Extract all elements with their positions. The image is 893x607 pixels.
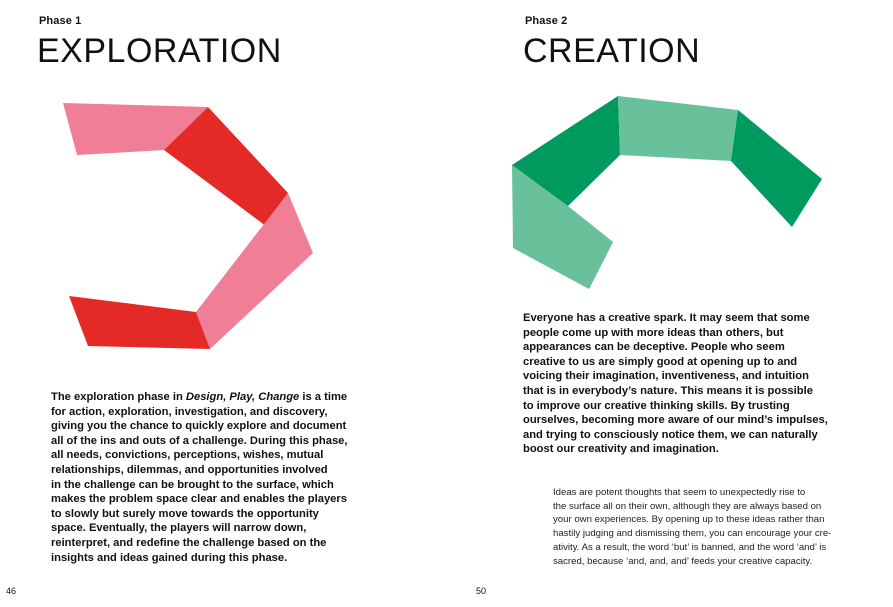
body-line: boost our creativity and imagination. bbox=[523, 443, 719, 456]
page-title: CREATION bbox=[523, 32, 701, 70]
page-number: 50 bbox=[476, 586, 487, 596]
shape-segment-3 bbox=[618, 96, 738, 161]
body-line: makes the problem space clear and enables the players bbox=[51, 493, 347, 506]
body-text bbox=[51, 390, 348, 565]
note-text bbox=[553, 486, 831, 568]
body-line: in the challenge can be brought to the surface, which bbox=[51, 478, 334, 491]
body-line: Everyone has a creative spark. It may seem that some bbox=[523, 312, 810, 324]
body-line: reinterpret, and redefine the challenge based on the bbox=[51, 536, 327, 549]
note-line: the surface all on their own, although they are always based on bbox=[553, 500, 822, 512]
phase-label: Phase 1 bbox=[39, 15, 82, 27]
exploration-shape bbox=[0, 0, 446, 370]
left-page bbox=[0, 0, 446, 607]
body-line: that is in everybody’s nature. This means it is possible bbox=[523, 384, 813, 397]
body-line: appearances can be deceptive. People who seem bbox=[523, 341, 785, 354]
body-line: insights and ideas gained during this phase. bbox=[51, 551, 288, 564]
creation-shape bbox=[446, 0, 893, 300]
note-line: your own experiences. By opening up to these ideas rather than bbox=[553, 514, 825, 526]
body-line: and trying to consciously notice them, we can naturally bbox=[523, 428, 818, 441]
body-line: voicing their imagination, inventiveness, and intuition bbox=[523, 370, 809, 383]
body-line: giving you the chance to quickly explore and document bbox=[51, 420, 347, 433]
right-page bbox=[446, 0, 893, 607]
shape-segment-4 bbox=[69, 296, 210, 349]
body-line: to improve our creative thinking skills. By trusting bbox=[523, 399, 790, 412]
phase-label: Phase 2 bbox=[525, 15, 568, 27]
note-line: ativity. As a result, the word ‘but’ is banned, and the word ‘and’ is bbox=[553, 541, 827, 553]
body-line: all needs, convictions, perceptions, wishes, mutual bbox=[51, 449, 324, 462]
body-line: relationships, dilemmas, and opportunities involved bbox=[51, 463, 328, 476]
body-line: to slowly but surely move towards the opportunity bbox=[51, 507, 319, 520]
body-text bbox=[523, 311, 828, 457]
note-line: hastily judging and dismissing them, you can encourage your cre- bbox=[553, 528, 832, 540]
page-number: 46 bbox=[6, 586, 17, 596]
body-line: ourselves, becoming more aware of our mind’s impulses, bbox=[523, 414, 828, 427]
body-line: space. Eventually, the players will narrow down, bbox=[51, 522, 307, 535]
body-line: all of the ins and outs of a challenge. During this phase, bbox=[51, 434, 348, 447]
body-line: creative to us are simply good at opening up to and bbox=[523, 355, 798, 368]
shape-segment-4 bbox=[731, 110, 822, 227]
body-line: people come up with more ideas than others, but bbox=[523, 326, 784, 339]
note-line: sacred, because ‘and, and, and’ feeds your creative capacity. bbox=[553, 555, 813, 567]
note-line: Ideas are potent thoughts that seem to unexpectedly rise to bbox=[553, 487, 806, 498]
body-line: for action, exploration, investigation, and discovery, bbox=[51, 405, 328, 418]
page-title: EXPLORATION bbox=[37, 32, 282, 70]
body-line-1: The exploration phase in Design, Play, Change is a time bbox=[51, 391, 348, 403]
